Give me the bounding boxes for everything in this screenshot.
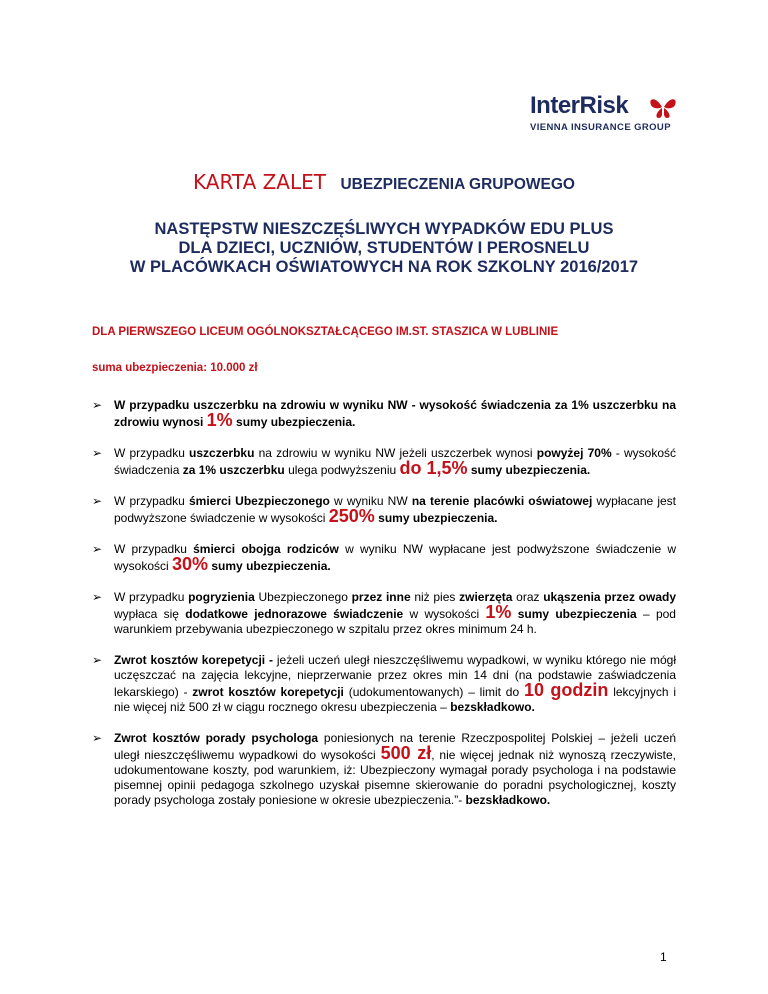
list-item: ➢ Zwrot kosztów korepetycji - jeżeli uczeń uległ nieszczęśliwemu wypadkowi, w wyniku którego nie mógł uczęszczać na zajęcia lekcyjne, nieprzerwanie przez okres min 14 dni (na podstawie zaświadczenia lekarskiego) - zwrot kosztów korepetycji (udokumentowanych) – limit do 10 godzin lekcyjnych i nie więcej niż 500 zł w ciągu rocznego okresu ubezpieczenia – bezskładkowo.	[92, 653, 677, 714]
list-item: ➢ W przypadku śmierci obojga rodziców w wyniku NW wypłacane jest podwyższone świadczenie w wysokości 30% sumy ubezpieczenia.	[92, 542, 676, 574]
subtitle-line: NASTĘPSTW NIESZCZĘŚLIWYCH WYPADKÓW EDU PLUS	[154, 220, 614, 238]
arrow-bullet-icon: ➢	[92, 542, 103, 556]
arrow-bullet-icon: ➢	[92, 590, 103, 604]
title-primary: KARTA ZALET	[193, 170, 326, 194]
butterfly-icon	[648, 94, 678, 120]
list-item: ➢ W przypadku śmierci Ubezpieczonego w wyniku NW na terenie placówki oświatowej wypłacane jest podwyższone świadczenie w wysokości 250% sumy ubezpieczenia.	[92, 494, 677, 526]
list-item: ➢ W przypadku pogryzienia Ubezpieczonego przez inne niż pies zwierzęta oraz ukąszenia przez owady wypłaca się dodatkowe jednorazowe świadczenie w wysokości 1% sumy ubezpieczenia – pod warunkiem przebywania ubezpieczonego w szpitalu przez okres minimum 24 h.	[92, 590, 676, 636]
logo-subtitle: VIENNA INSURANCE GROUP	[530, 122, 671, 133]
arrow-bullet-icon: ➢	[92, 731, 103, 745]
benefits-list	[92, 398, 677, 824]
page-number: 1	[660, 950, 667, 964]
title-secondary: UBEZPIECZENIA GRUPOWEGO	[340, 176, 575, 193]
arrow-bullet-icon: ➢	[92, 494, 103, 508]
sum-insured: suma ubezpieczenia: 10.000 zł	[92, 362, 258, 374]
document-subtitle	[0, 220, 768, 277]
arrow-bullet-icon: ➢	[92, 446, 103, 460]
document-title	[0, 170, 768, 194]
subtitle-line: W PLACÓWKACH OŚWIATOWYCH NA ROK SZKOLNY 2016/2017	[129, 258, 639, 276]
list-item: ➢ Zwrot kosztów porady psychologa poniesionych na terenie Rzeczpospolitej Polskiej – jeżeli uczeń uległ nieszczęśliwemu wypadkowi do wysokości 500 zł, nie więcej jednak niż wynoszą rzeczywiste, udokumentowane koszty, pod warunkiem, iż: Ubezpieczony wymagał porady psychologa i na podstawie pisemnej opinii pedagoga szkolnego uzyskał pisemne skierowanie do poradni psychologicznej, koszty porady psychologa zostały poniesione w okresie ubezpieczenia.”- bezskładkowo.	[92, 731, 677, 807]
list-item: ➢ W przypadku uszczerbku na zdrowiu w wyniku NW jeżeli uszczerbek wynosi powyżej 70% - wysokość świadczenia za 1% uszczerbku ulega podwyższeniu do 1,5% sumy ubezpieczenia.	[92, 446, 676, 478]
school-name: DLA PIERWSZEGO LICEUM OGÓLNOKSZTAŁCĄCEGO IM.ST. STASZICA W LUBLINIE	[92, 326, 559, 338]
arrow-bullet-icon: ➢	[92, 398, 103, 412]
interrisk-logo	[530, 92, 680, 140]
list-item: ➢ W przypadku uszczerbku na zdrowiu w wyniku NW - wysokość świadczenia za 1% uszczerbku na zdrowiu wynosi 1% sumy ubezpieczenia.	[92, 398, 676, 430]
logo-wordmark: InterRisk	[530, 92, 629, 119]
arrow-bullet-icon: ➢	[92, 653, 103, 667]
subtitle-line: DLA DZIECI, UCZNIÓW, STUDENTÓW I PEROSNELU	[178, 239, 590, 257]
